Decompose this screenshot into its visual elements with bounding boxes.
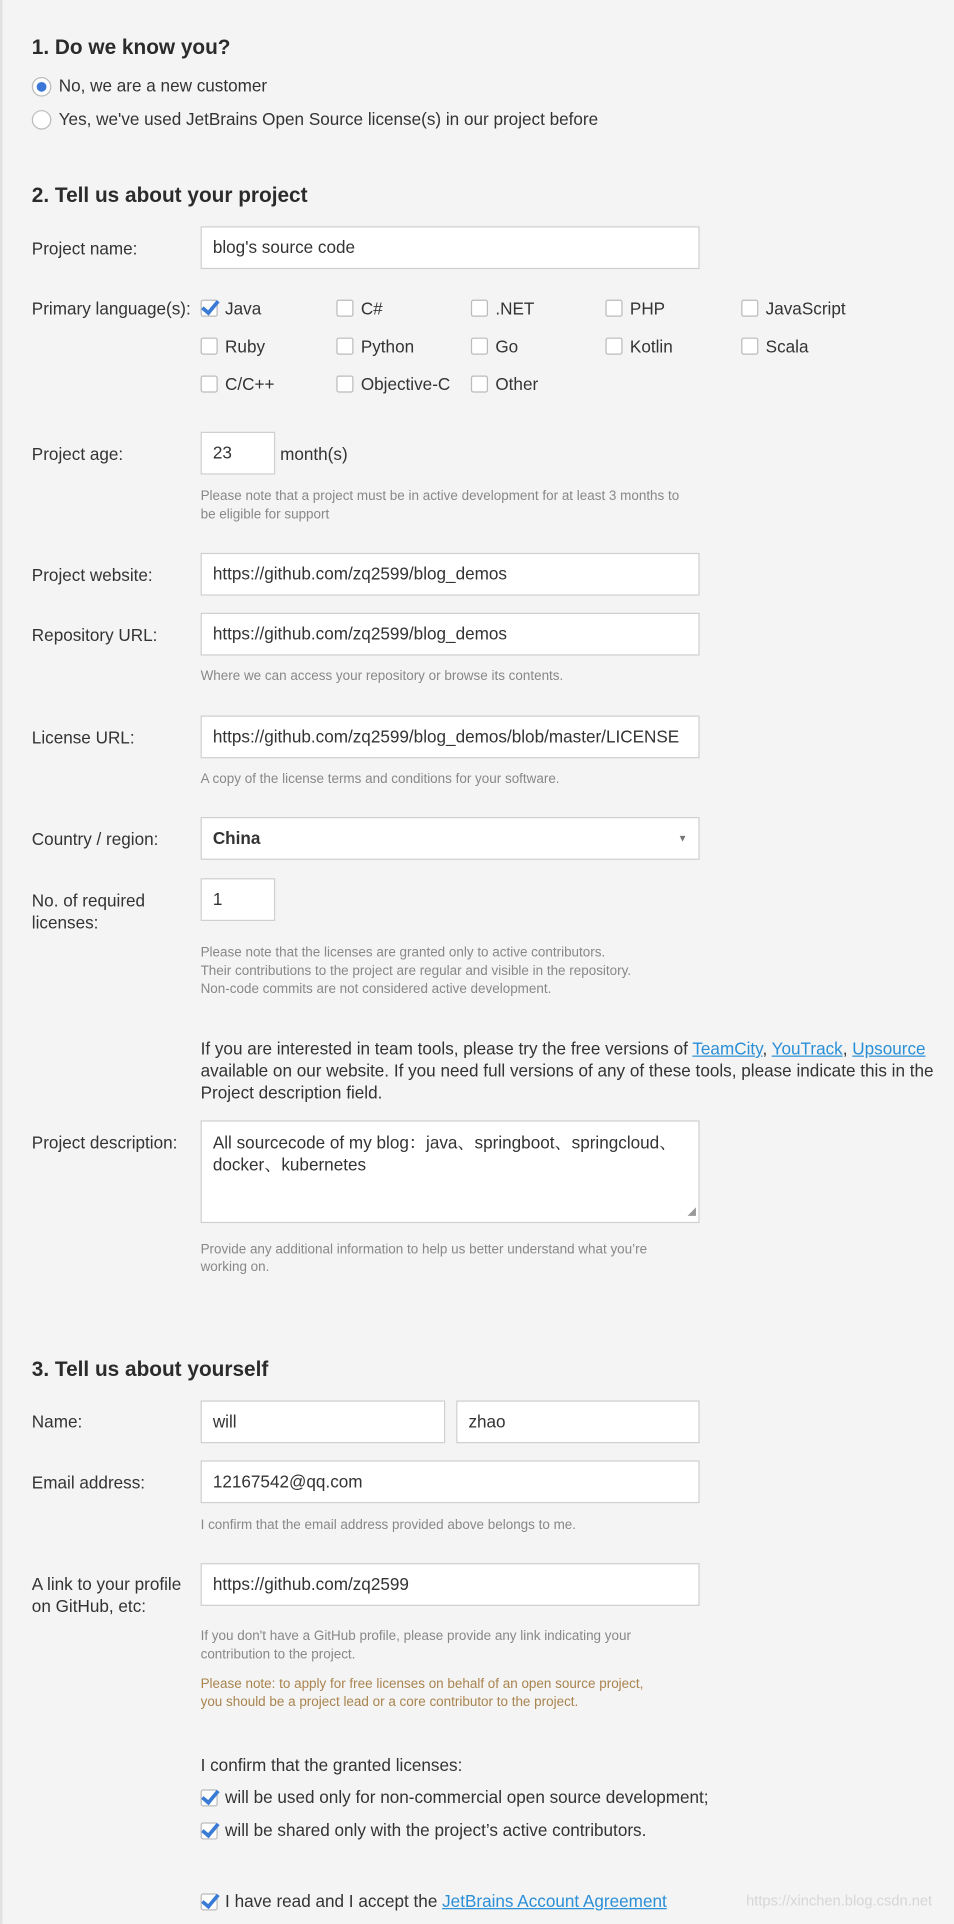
radio-new-customer[interactable]	[32, 77, 52, 97]
profile-label: A link to your profile	[31, 1574, 182, 1594]
language-label: Kotlin	[629, 336, 673, 356]
project-age-input[interactable]: 23	[201, 432, 276, 475]
language-label: Java	[225, 298, 262, 319]
language-checkbox[interactable]	[201, 338, 218, 355]
language-label: JavaScript	[765, 298, 846, 319]
licenses-label: No. of required	[31, 890, 146, 910]
resize-handle-icon[interactable]: ◢	[687, 1204, 696, 1217]
radio-existing-customer[interactable]	[32, 110, 52, 130]
profile-input[interactable]: https://github.com/zq2599	[201, 1563, 700, 1606]
watermark: https://xinchen.blog.csdn.net	[746, 1892, 933, 1910]
country-label: Country / region:	[31, 829, 159, 849]
language-checkbox[interactable]	[336, 300, 353, 317]
agreement-text: I have read and I accept the	[225, 1890, 443, 1911]
profile-warning: Please note: to apply for free licenses on behalf of an open source project,	[200, 1676, 644, 1692]
license-label: License URL:	[31, 727, 135, 748]
profile-warning: you should be a project lead or a core contributor to the project.	[200, 1695, 579, 1710]
language-label: PHP	[629, 298, 666, 319]
accept-agreement-label	[225, 1891, 667, 1911]
section-title-2: 2. Tell us about your project	[31, 183, 308, 207]
language-checkbox[interactable]	[201, 300, 218, 317]
licenses-note: Their contributions to the project are regular and visible in the repository.	[200, 963, 632, 979]
country-value: China	[212, 828, 261, 848]
project-name-label: Project name:	[31, 238, 138, 259]
email-note: I confirm that the email address provided above belongs to me.	[200, 1517, 577, 1533]
separator: ,	[762, 1038, 772, 1058]
license-input[interactable]: https://github.com/zq2599/blog_demos/blob/master/LICENSE	[201, 716, 700, 759]
confirm-title: I confirm that the granted licenses:	[200, 1755, 463, 1775]
age-note: be eligible for support	[200, 507, 330, 523]
description-note: Provide any additional information to help us better understand what you’re	[200, 1242, 648, 1258]
radio-label: No, we are a new customer	[58, 75, 268, 96]
repository-note: Where we can access your repository or browse its contents.	[200, 669, 564, 684]
country-select[interactable]	[201, 817, 700, 860]
website-input[interactable]: https://github.com/zq2599/blog_demos	[201, 553, 700, 596]
license-note: A copy of the license terms and conditions for your software.	[200, 771, 560, 787]
email-label: Email address:	[31, 1472, 146, 1493]
upsource-link[interactable]: Upsource	[852, 1038, 926, 1058]
first-name-input[interactable]: will	[201, 1400, 446, 1443]
licenses-note: Non-code commits are not considered active development.	[200, 982, 552, 997]
section-title-1: 1. Do we know you?	[31, 35, 231, 59]
last-name-input[interactable]: zhao	[456, 1400, 699, 1443]
repository-label: Repository URL:	[31, 625, 158, 645]
confirm-shared-checkbox[interactable]	[201, 1822, 218, 1839]
language-checkbox[interactable]	[471, 300, 488, 317]
confirm-label: will be used only for non-commercial open source development;	[225, 1786, 709, 1807]
email-input[interactable]: 12167542@qq.com	[201, 1460, 700, 1503]
team-tools-line: Project description field.	[200, 1082, 383, 1103]
team-tools-line: available on our website. If you need full versions of any of these tools, please indicate this in the	[200, 1060, 934, 1080]
separator: ,	[842, 1038, 853, 1058]
language-label: Python	[360, 336, 415, 356]
month-unit: month(s)	[280, 443, 348, 464]
language-checkbox[interactable]	[741, 300, 758, 317]
language-checkbox[interactable]	[605, 300, 622, 317]
language-label: Other	[495, 374, 539, 394]
language-label: Objective-C	[360, 374, 451, 394]
age-note: Please note that a project must be in active development for at least 3 months to	[200, 489, 680, 504]
section-title-3: 3. Tell us about yourself	[31, 1357, 269, 1381]
description-label: Project description:	[31, 1132, 178, 1153]
website-label: Project website:	[31, 565, 153, 585]
description-note: working on.	[200, 1259, 270, 1275]
chevron-down-icon: ▼	[677, 832, 688, 844]
language-label: C/C++	[225, 374, 275, 394]
project-name-input[interactable]: blog's source code	[201, 226, 700, 269]
radio-label: Yes, we've used JetBrains Open Source license(s) in our project before	[58, 108, 599, 129]
language-checkbox[interactable]	[471, 338, 488, 355]
language-checkbox[interactable]	[201, 375, 218, 392]
profile-label: on GitHub, etc:	[31, 1596, 147, 1616]
team-tools-text	[201, 1038, 926, 1058]
language-label: C#	[360, 298, 383, 319]
licenses-count-input[interactable]: 1	[201, 878, 276, 921]
youtrack-link[interactable]: YouTrack	[771, 1038, 843, 1058]
team-tools-line: If you are interested in team tools, please try the free versions of	[200, 1038, 693, 1058]
repository-input[interactable]: https://github.com/zq2599/blog_demos	[201, 613, 700, 656]
language-label: Go	[495, 336, 519, 356]
project-age-label: Project age:	[31, 443, 124, 464]
agreement-link[interactable]: JetBrains Account Agreement	[442, 1890, 667, 1911]
languages-label: Primary language(s):	[31, 298, 191, 319]
language-label: .NET	[495, 298, 535, 319]
licenses-note: Please note that the licenses are granted only to active contributors.	[200, 945, 606, 961]
language-checkbox[interactable]	[336, 338, 353, 355]
description-line: All sourcecode of my blog：java、springboot、springcloud、	[212, 1132, 677, 1153]
profile-note: If you don't have a GitHub profile, please provide any link indicating your	[200, 1629, 631, 1644]
description-textarea[interactable]	[201, 1120, 700, 1223]
language-label: Ruby	[225, 336, 266, 356]
language-checkbox[interactable]	[471, 375, 488, 392]
name-label: Name:	[31, 1411, 83, 1432]
language-checkbox[interactable]	[605, 338, 622, 355]
confirm-noncommercial-checkbox[interactable]	[201, 1789, 218, 1806]
language-label: Scala	[765, 336, 809, 356]
language-checkbox[interactable]	[741, 338, 758, 355]
confirm-label: will be shared only with the project’s active contributors.	[225, 1819, 647, 1840]
language-checkbox[interactable]	[336, 375, 353, 392]
licenses-label: licenses:	[31, 912, 99, 933]
profile-note: contribution to the project.	[200, 1647, 356, 1663]
description-line: docker、kubernetes	[212, 1154, 367, 1175]
accept-agreement-checkbox[interactable]	[201, 1893, 218, 1910]
teamcity-link[interactable]: TeamCity	[692, 1038, 763, 1058]
